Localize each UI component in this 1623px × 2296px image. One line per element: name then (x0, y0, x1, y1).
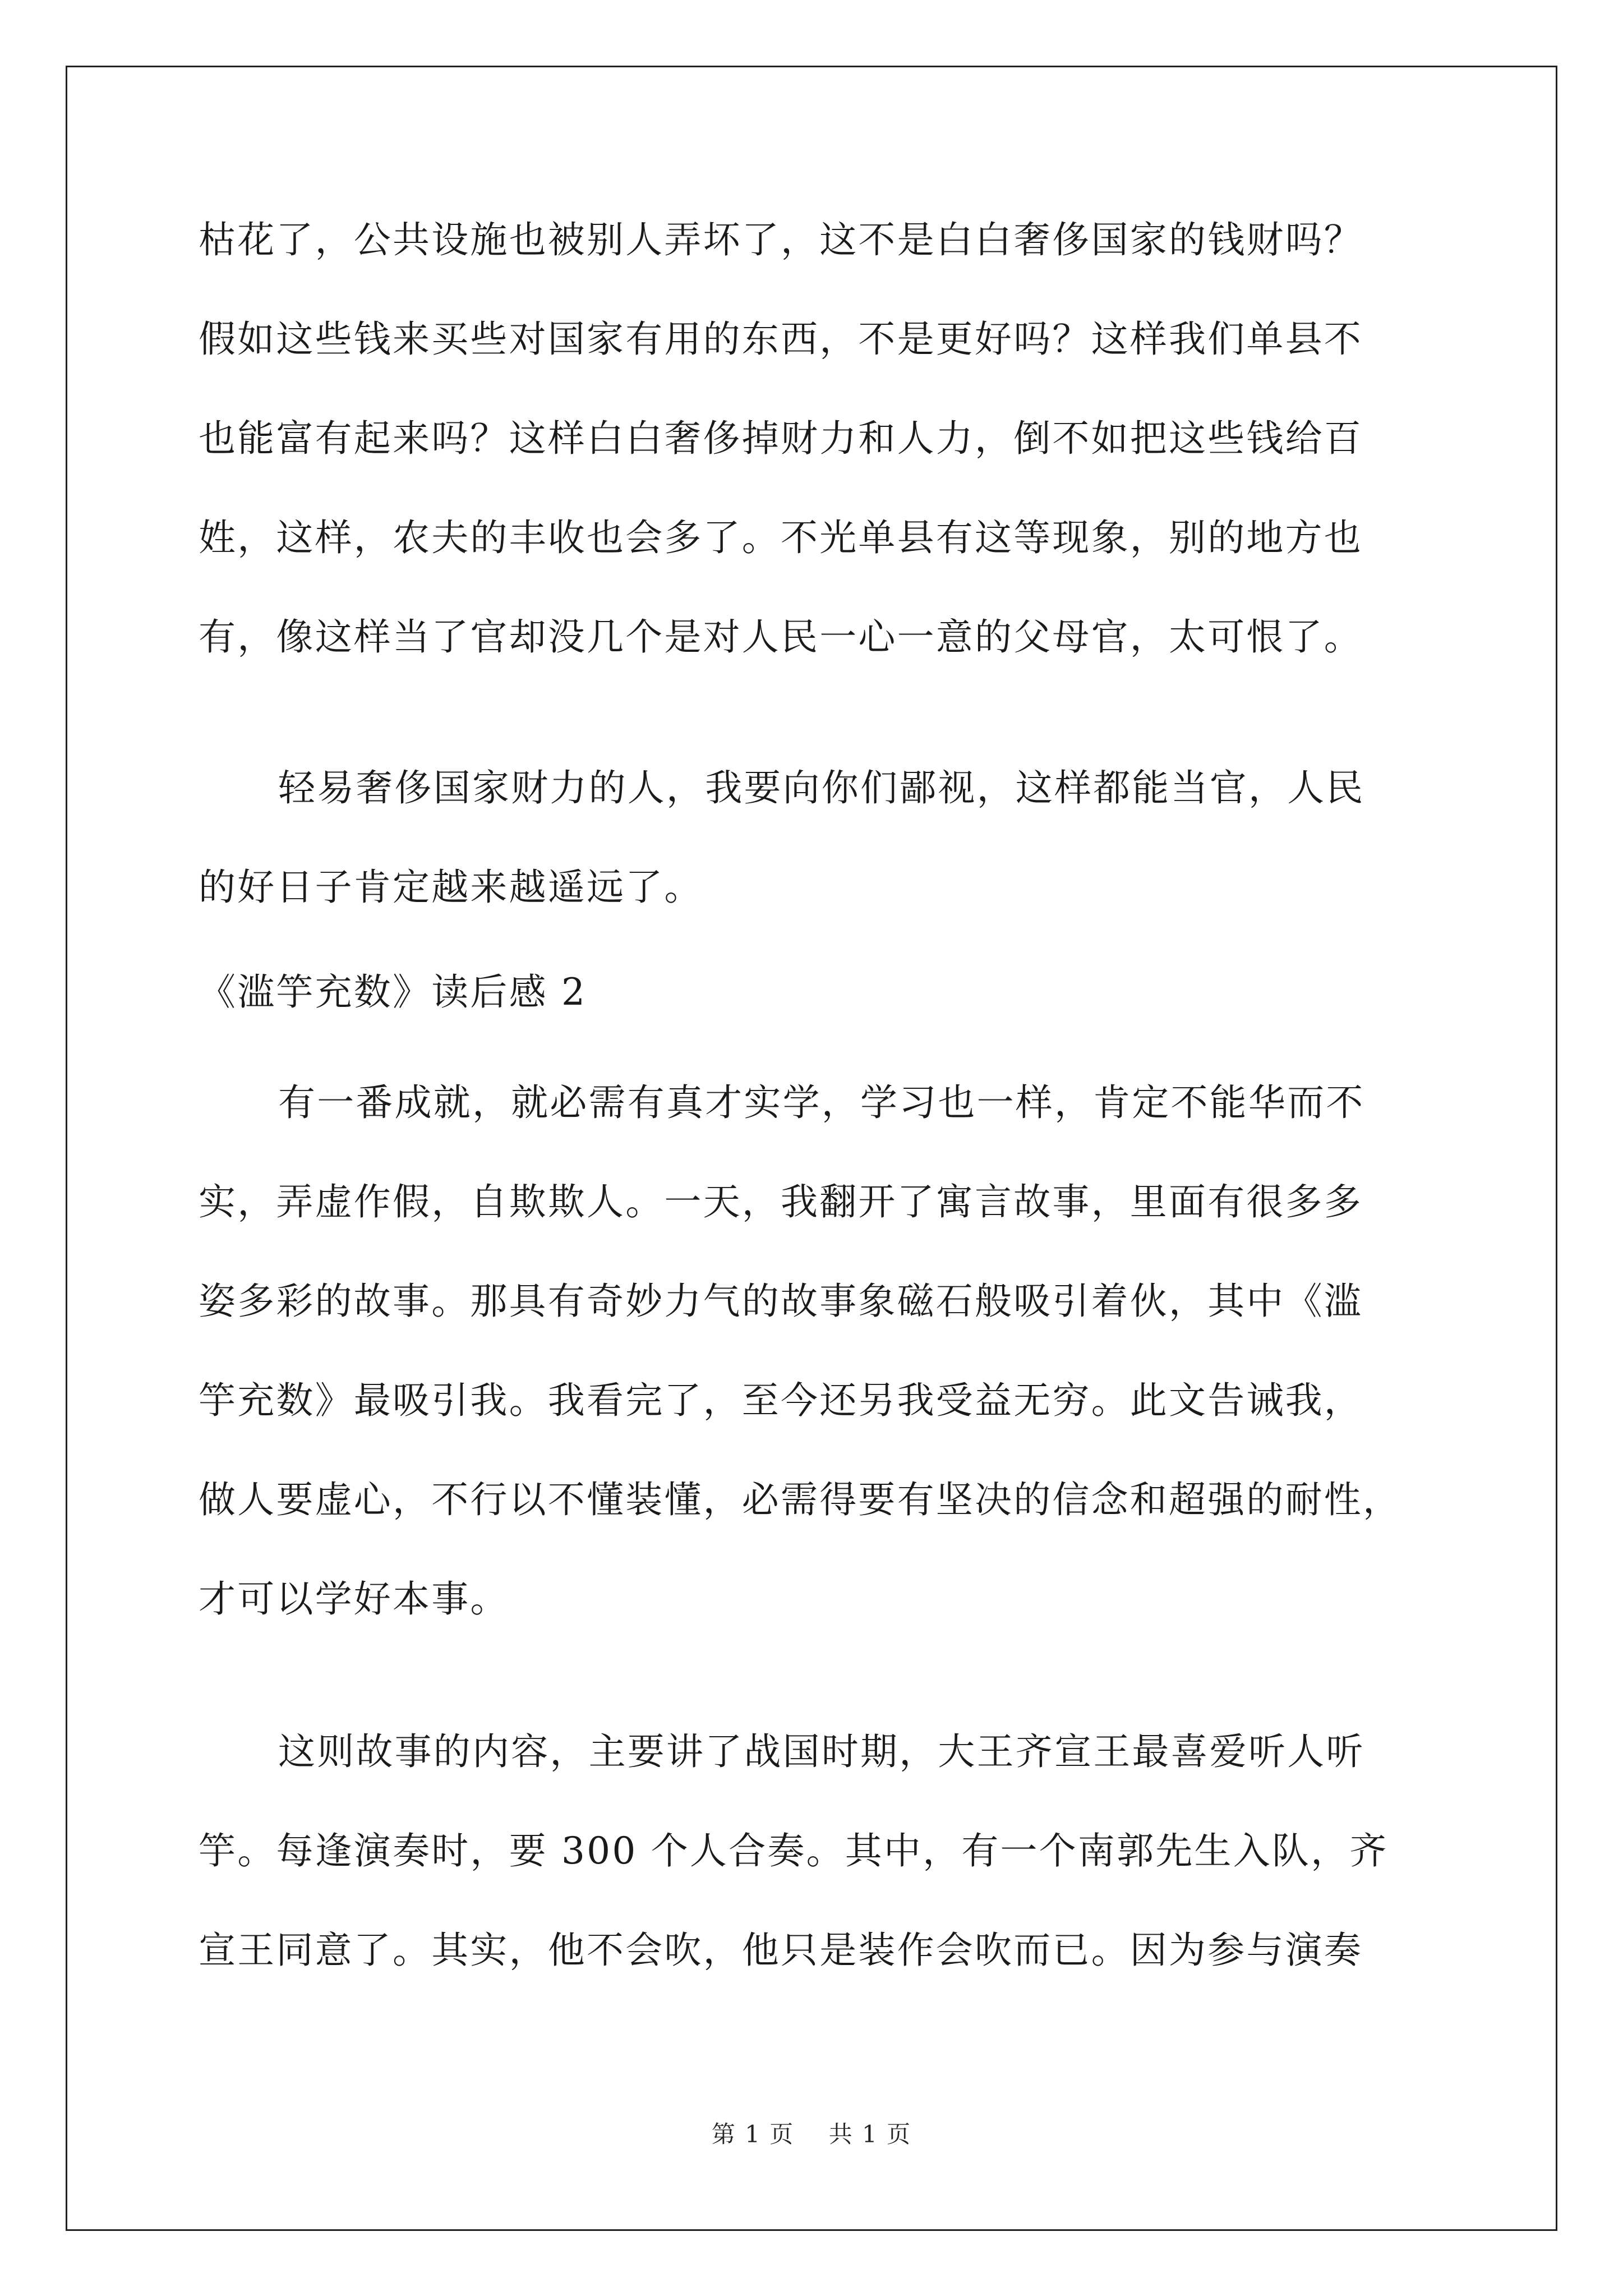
paragraph-line: 宣王同意了。其实，他不会吹，他只是装作会吹而已。因为参与演奏 (199, 1929, 1363, 1972)
paragraph-line: 这则故事的内容，主要讲了战国时期，大王齐宣王最喜爱听人听 (278, 1730, 1365, 1773)
paragraph-line: 轻易奢侈国家财力的人，我要向你们鄙视，这样都能当官，人民 (278, 766, 1365, 809)
paragraph-line: 姓，这样，农夫的丰收也会多了。不光单县有这等现象，别的地方也 (199, 516, 1363, 559)
page-footer (0, 2120, 1623, 2148)
paragraph-line: 竽。每逢演奏时，要 300 个人合奏。其中，有一个南郭先生入队，齐 (199, 1829, 1389, 1872)
paragraph-line: 有一番成就，就必需有真才实学，学习也一样，肯定不能华而不 (278, 1081, 1365, 1124)
page-number: 第 1 页 共 1 页 (711, 2120, 912, 2148)
paragraph-line: 有，像这样当了官却没几个是对人民一心一意的父母官，太可恨了。 (199, 615, 1363, 659)
paragraph-line: 枯花了，公共设施也被别人弄坏了，这不是白白奢侈国家的钱财吗？ (199, 218, 1363, 261)
paragraph-line: 也能富有起来吗？这样白白奢侈掉财力和人力，倒不如把这些钱给百 (199, 417, 1363, 460)
paragraph-line: 的好日子肯定越来越遥远了。 (199, 866, 703, 909)
paragraph-line: 做人要虚心，不行以不懂装懂，必需得要有坚决的信念和超强的耐性， (199, 1478, 1402, 1521)
page-border (66, 66, 1557, 2231)
paragraph-line: 假如这些钱来买些对国家有用的东西，不是更好吗？这样我们单县不 (199, 318, 1363, 361)
section-heading: 《滥竽充数》读后感 2 (199, 970, 587, 1014)
paragraph-line: 才可以学好本事。 (199, 1577, 509, 1621)
paragraph-line: 实，弄虚作假，自欺欺人。一天，我翻开了寓言故事，里面有很多多 (199, 1180, 1363, 1223)
paragraph-line: 姿多彩的故事。那具有奇妙力气的故事象磁石般吸引着伙，其中《滥 (199, 1280, 1363, 1323)
paragraph-line: 竽充数》最吸引我。我看完了，至今还另我受益无穷。此文告诫我， (199, 1379, 1363, 1422)
